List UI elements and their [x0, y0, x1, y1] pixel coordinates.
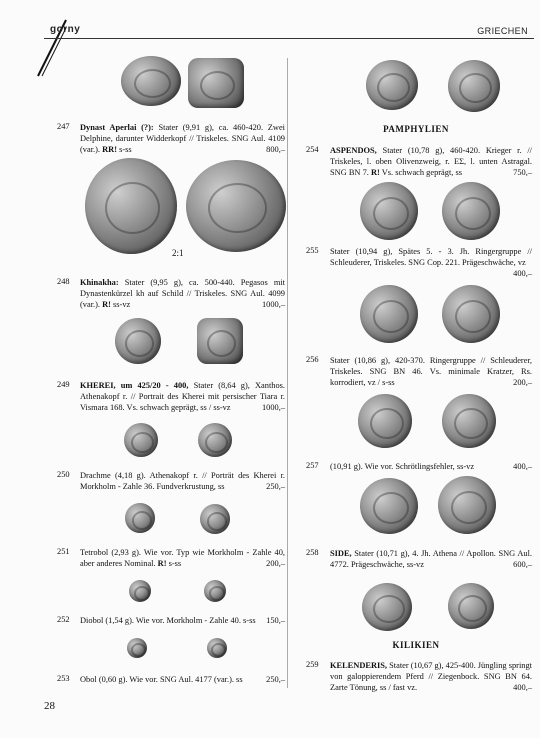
lot-number: 255 [306, 246, 319, 255]
section-header: GRIECHEN [477, 26, 528, 36]
lot-title: KELENDERIS, [330, 661, 388, 670]
lot-258-description [330, 548, 532, 570]
lot-number: 259 [306, 660, 319, 669]
lot-grade: s-ss [116, 145, 132, 154]
header-rule [44, 38, 534, 39]
lot-text: Stater (10,67 g), 425-400. Jüngling springt von galoppierendem Pferd // Ziegenbock. SNG BN 64. Zarte Tönung, ss / fast vz. [330, 661, 532, 692]
section-heading-pamphylien: PAMPHYLIEN [383, 124, 449, 134]
coin-256-reverse [442, 394, 496, 448]
coin-258-reverse [448, 583, 494, 629]
lot-grade: ss-vz [110, 300, 131, 309]
publisher-logo: gorny [50, 24, 81, 35]
lot-price: 200,– [266, 559, 285, 568]
coin-257-obverse [360, 478, 418, 534]
coin-255-reverse [442, 285, 500, 343]
coin-254-obverse-top [366, 60, 418, 110]
lot-257-description [330, 461, 532, 472]
lot-text: Tetrobol (2,93 g). Wie vor. Typ wie Morkholm - Zahle 40, aber anderes Nominal. [80, 548, 285, 568]
lot-248-description [80, 277, 285, 310]
coin-255-obverse [360, 285, 418, 343]
lot-number: 247 [57, 122, 70, 131]
coin-254-obverse [360, 182, 418, 240]
coin-253-reverse [207, 638, 227, 658]
coin-249-reverse [197, 318, 243, 364]
lot-255-description [330, 246, 532, 279]
lot-number: 258 [306, 548, 319, 557]
lot-title: Khinakha: [80, 278, 119, 287]
coin-252-obverse [129, 580, 151, 602]
lot-text: Diobol (1,54 g). Wie vor. Morkholm - Zahle 40. s-ss [80, 616, 256, 625]
lot-number: 250 [57, 470, 70, 479]
lot-number: 249 [57, 380, 70, 389]
lot-title: KHEREI, um 425/20 - 400, [80, 381, 189, 390]
lot-title: Dynast Aperlai (?): [80, 123, 154, 132]
lot-price: 250,– [266, 482, 285, 491]
lot-price: 600,– [513, 560, 532, 569]
lot-price: 1000,– [261, 300, 285, 309]
coin-247-obverse [121, 56, 181, 106]
lot-text: Stater (10,78 g), 460-420. Krieger r. // Triskeles, l. oben Olivenzweig, r. EΣ, l. unten Astragal. SNG BN 7. [330, 146, 532, 177]
lot-title: SIDE, [330, 549, 352, 558]
lot-grade: Vs. schwach geprägt, ss [379, 168, 462, 177]
coin-257-reverse [438, 476, 496, 534]
coin-250-reverse [198, 423, 232, 457]
rarity-mark: R! [102, 300, 111, 309]
lot-price: 400,– [513, 683, 532, 692]
lot-text: Obol (0,60 g). Wie vor. SNG Aul. 4177 (var.). ss [80, 675, 243, 684]
lot-grade: s-ss [166, 559, 182, 568]
lot-price: 200,– [513, 378, 532, 387]
coin-251-obverse [125, 503, 155, 533]
page-number: 28 [44, 700, 55, 712]
coin-254-reverse-top [448, 60, 500, 112]
lot-number: 253 [57, 674, 70, 683]
coin-258-obverse [362, 583, 412, 631]
lot-text: Stater (9,95 g), ca. 500-440. Pegasos mit Dynastenkürzel kh auf Schild // Triskeles. SNG Aul. 4099 (var.). [80, 278, 285, 309]
lot-247-description [80, 122, 285, 155]
coin-254-reverse [442, 182, 500, 240]
coin-256-obverse [358, 394, 412, 448]
lot-price: 750,– [513, 168, 532, 177]
lot-price: 1000,– [261, 403, 285, 412]
lot-number: 248 [57, 277, 70, 286]
lot-number: 251 [57, 547, 70, 556]
rarity-mark: RR! [102, 145, 117, 154]
lot-price: 250,– [266, 675, 285, 684]
lot-price: 400,– [513, 462, 532, 471]
lot-256-description [330, 355, 532, 388]
lot-price: 800,– [266, 145, 285, 154]
lot-253-description [80, 674, 285, 685]
coin-250-obverse [124, 423, 158, 457]
lot-text: Stater (9,91 g), ca. 460-420. Zwei Delphine, darunter Widderkopf // Triskeles. SNG Aul. 4109 (var.). [80, 123, 285, 154]
lot-price: 150,– [266, 616, 285, 625]
coin-251-reverse [200, 504, 230, 534]
section-heading-kilikien: KILIKIEN [392, 640, 440, 650]
lot-text: (10,91 g). Wie vor. Schrötlingsfehler, ss-vz [330, 462, 475, 471]
lot-254-description [330, 145, 532, 178]
coin-253-obverse [127, 638, 147, 658]
lot-price: 400,– [513, 269, 532, 278]
column-divider [287, 58, 288, 688]
lot-number: 254 [306, 145, 319, 154]
coin-247-reverse [188, 58, 244, 108]
lot-number: 256 [306, 355, 319, 364]
lot-text: Stater (10,86 g), 420-370. Ringergruppe // Schleuderer, Triskeles. SNG BN 46. Vs. minimale Kratzer, Rs. korrodiert, vz / s-ss [330, 356, 532, 387]
lot-text: Drachme (4,18 g). Athenakopf r. // Porträt des Kherei r. Morkholm - Zahle 36. Fundverkrustung, ss [80, 471, 285, 491]
lot-text: Stater (10,71 g), 4. Jh. Athena // Apollon. SNG Aul. 4772. Prägeschwäche, ss-vz [330, 549, 532, 569]
lot-number: 252 [57, 615, 70, 624]
coin-248-obverse-enlarged [85, 158, 177, 254]
lot-number: 257 [306, 461, 319, 470]
scale-caption: 2:1 [172, 248, 184, 258]
lot-250-description [80, 470, 285, 492]
rarity-mark: R! [157, 559, 167, 568]
lot-text: Stater (10,94 g), Spätes 5. - 3. Jh. Ringergruppe // Schleuderer, Triskeles. SNG Cop. 221. Prägeschwäche, vz [330, 247, 532, 267]
coin-248-reverse-enlarged [186, 160, 286, 252]
rarity-mark: R! [370, 168, 380, 177]
lot-251-description [80, 547, 285, 569]
coin-252-reverse [204, 580, 226, 602]
lot-text: Stater (8,64 g), Xanthos. Athenakopf r. // Portrait des Kherei mit persischer Tiara r. Vismara 168. Vs. schwach geprägt, ss / ss-vz [80, 381, 286, 412]
coin-249-obverse [115, 318, 161, 364]
lot-252-description [80, 615, 285, 626]
lot-title: ASPENDOS, [330, 146, 377, 155]
lot-249-description [80, 380, 285, 413]
lot-259-description [330, 660, 532, 693]
